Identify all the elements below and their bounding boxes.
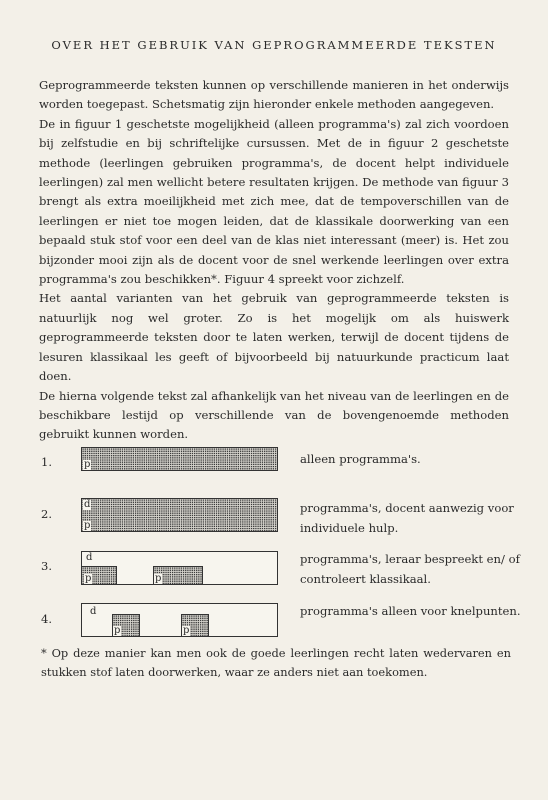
figure-3-diagram <box>81 551 278 585</box>
figure-2-programma-area <box>82 499 277 531</box>
figure-3-letter-p: p <box>85 573 92 584</box>
paragraph: Geprogrammeerde teksten kunnen op verschillende manieren in het onderwijs worden toegepast. Schetsmatig zijn hieronder enkele methoden aangegeven. <box>39 78 509 112</box>
figure-1-diagram <box>81 447 278 471</box>
figure-4-letter-p: p <box>183 625 190 636</box>
figure-2-letter-d: d <box>84 499 91 510</box>
page-title: OVER HET GEBRUIK VAN GEPROGRAMMEERDE TEKSTEN <box>51 38 497 52</box>
figure-1-letter-p: p <box>84 459 91 470</box>
figure-3-label: programma's, leraar bespreekt en/ of controleert klassikaal. <box>300 552 520 586</box>
figure-2-letter-p: p <box>84 520 91 531</box>
figure-2-diagram <box>81 498 278 532</box>
paragraph: Het aantal varianten van het gebruik van geprogrammeerde teksten is natuurlijk nog wel groter. Zo is het mogelijk om als huiswerk geprogrammeerde teksten door te laten werken, terwijl de docent tijdens de lesuren klassikaal les geeft of bijvoorbeeld bij natuurkunde practicum laat doen. <box>39 291 509 384</box>
paragraph: De hierna volgende tekst zal afhankelijk van het niveau van de leerlingen en de beschikbare lestijd op verschillende van de bovengenoemde methoden gebruikt kunnen worden. <box>39 388 509 442</box>
figure-3-letter-p: p <box>155 573 162 584</box>
footnote: * Op deze manier kan men ook de goede leerlingen recht laten wedervaren en stukken stof laten doorwerken, waar ze anders niet aan toekomen. <box>41 646 511 679</box>
figure-4-letter-d: d <box>90 606 97 617</box>
figure-1-label: alleen programma's. <box>300 452 421 466</box>
figure-3-letter-d: d <box>86 552 93 563</box>
figure-4-diagram <box>81 603 278 637</box>
body-text <box>39 76 509 445</box>
figure-3-number: 3. <box>41 559 52 573</box>
figure-4-label: programma's alleen voor knelpunten. <box>300 604 521 618</box>
figure-2-label: programma's, docent aanwezig voor individuele hulp. <box>300 501 514 535</box>
figure-4-number: 4. <box>41 612 52 626</box>
paragraph: De in figuur 1 geschetste mogelijkheid (alleen programma's) zal zich voordoen bij zelfstudie en bij schriftelijke cursussen. Met de in figuur 2 geschetste methode (leerlingen gebruiken programma's, de docent helpt individuele leerlingen) zal men wellicht betere resultaten krijgen. De methode van figuur 3 brengt als extra moeilijkheid met zich mee, dat de tempoverschillen van de leerlingen er niet toe mogen leiden, dat de klassikale doorwerking van een bepaald stuk stof voor een deel van de klas niet interessant (meer) is. Het zou bijzonder mooi zijn als de docent voor de snel werkende leerlingen over extra programma's zou beschikken*. Figuur 4 spreekt voor zichzelf. <box>39 116 509 287</box>
figure-1-programma-area <box>82 448 277 470</box>
figure-4-letter-p: p <box>114 625 121 636</box>
figure-2-number: 2. <box>41 507 52 521</box>
figure-1-number: 1. <box>41 455 52 469</box>
